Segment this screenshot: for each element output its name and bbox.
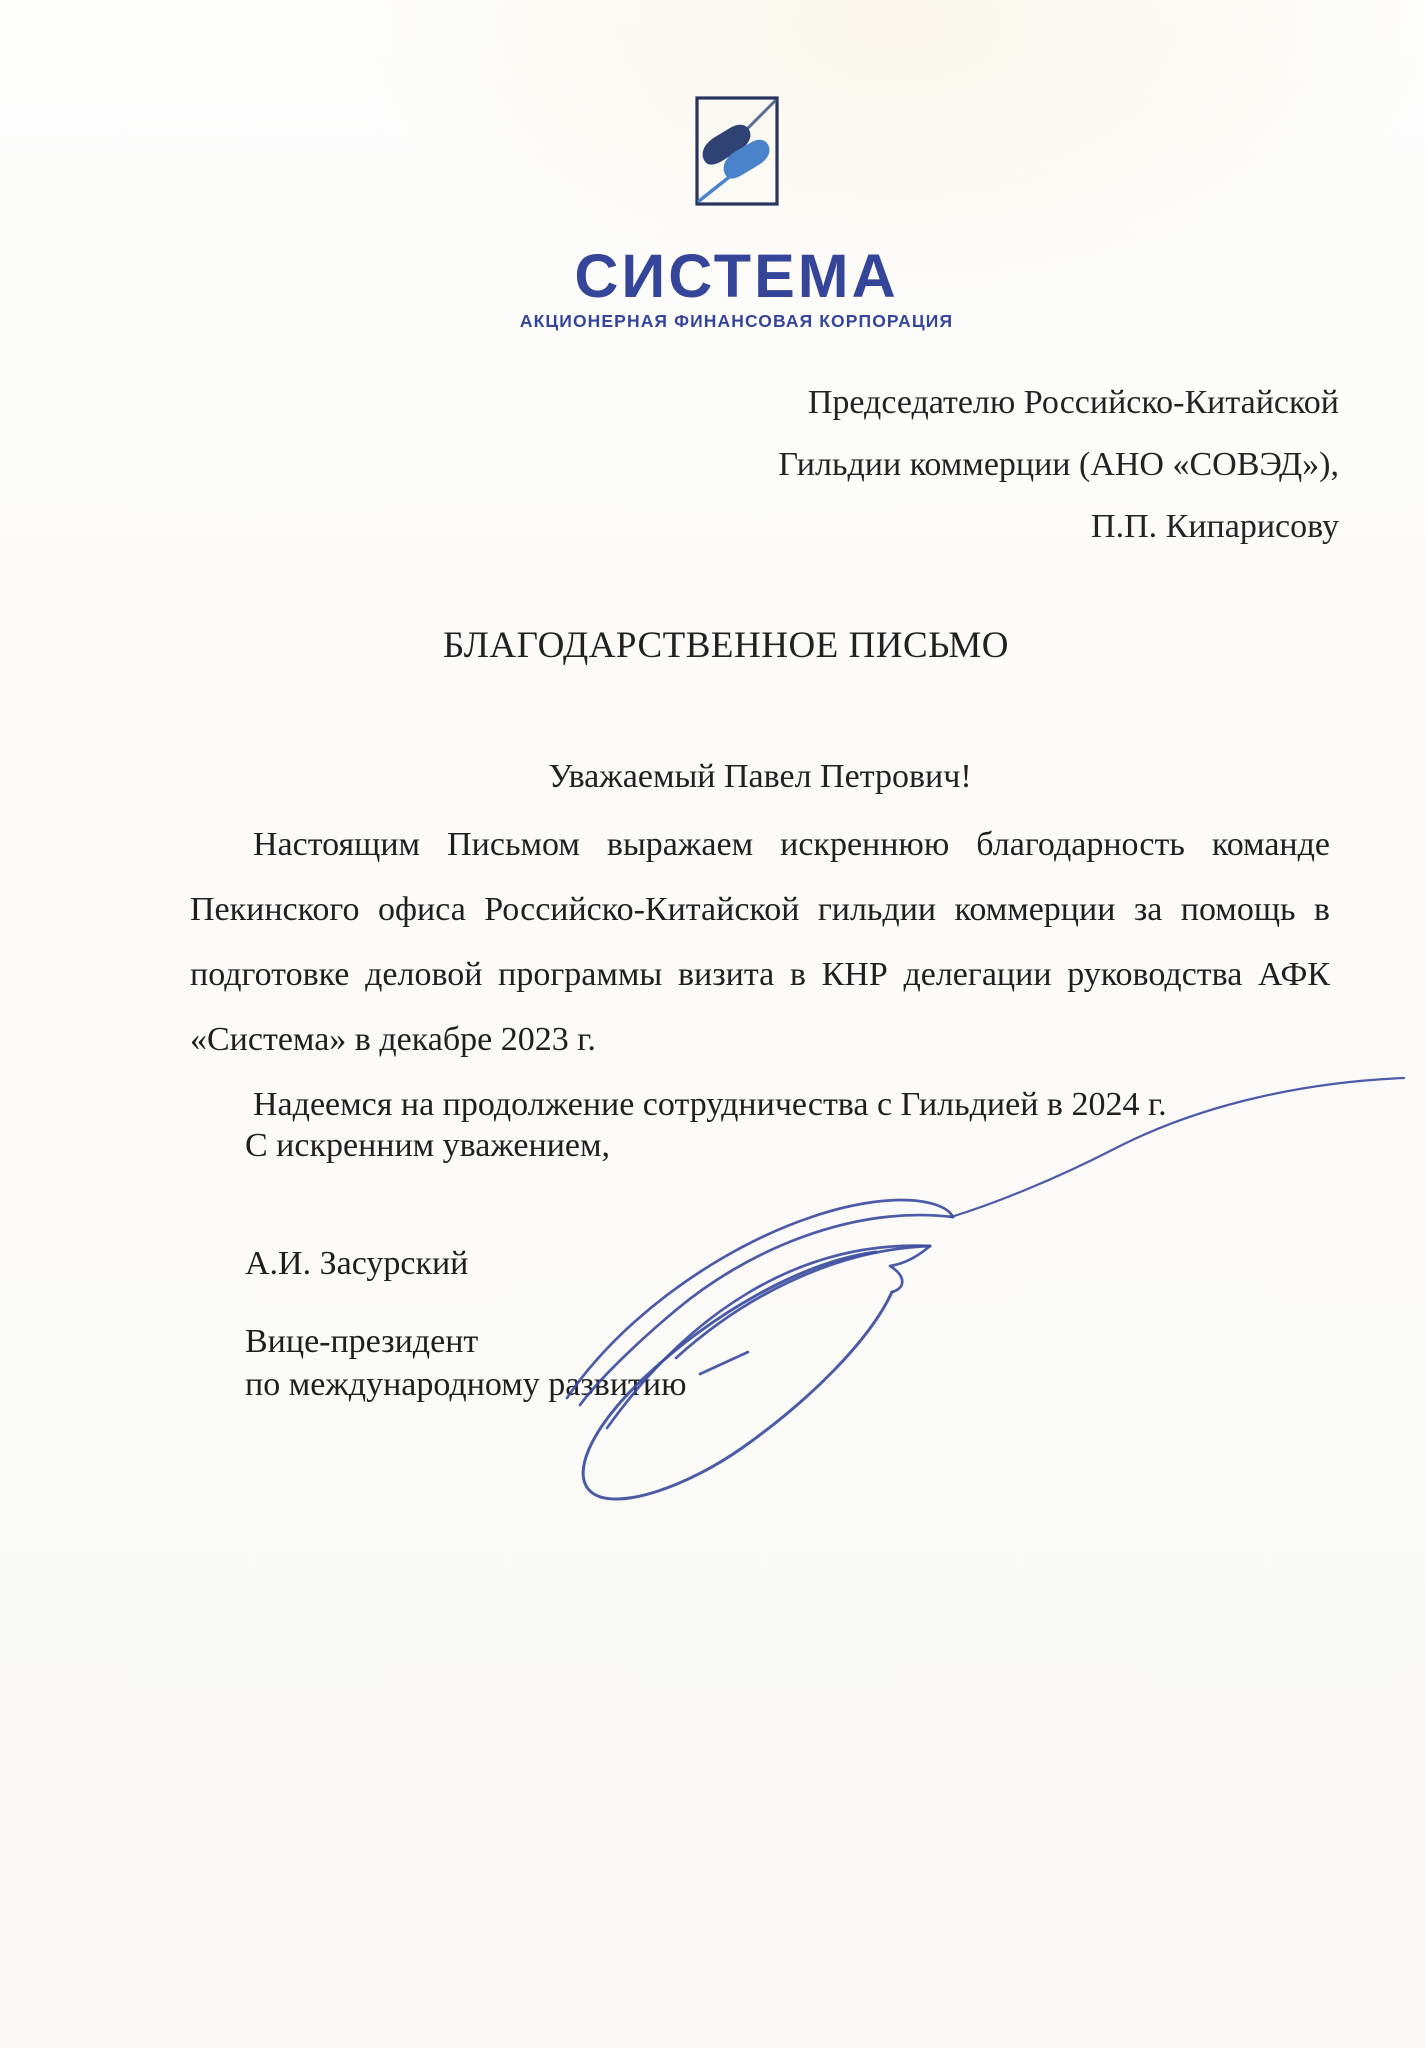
closing-salutation: С искренним уважением,: [245, 1127, 611, 1164]
letterhead: [24, 95, 1425, 331]
addressee-line: Гильдии коммерции (АНО «СОВЭД»),: [778, 446, 1339, 483]
signer-name: А.И. Засурский: [245, 1245, 469, 1282]
signer-title-line: по международному развитию: [245, 1366, 687, 1403]
body-line: Пекинского офиса Российско-Китайской гильдии коммерции за помощь в: [190, 891, 1330, 928]
body-line: подготовке деловой программы визита в КНР делегации руководства АФК: [190, 956, 1330, 993]
addressee-line: Председателю Российско-Китайской: [807, 384, 1339, 421]
letter-body: [190, 812, 1330, 1137]
brand-subtitle: АКЦИОНЕРНАЯ ФИНАНСОВАЯ КОРПОРАЦИЯ: [519, 311, 954, 331]
body-line: Настоящим Письмом выражаем искреннюю благодарность команде: [253, 826, 1330, 863]
body-line: «Система» в декабре 2023 г.: [190, 1021, 596, 1058]
greeting-line: Уважаемый Павел Петрович!: [548, 758, 972, 795]
brand-wordmark: СИСТЕМА: [574, 242, 899, 310]
addressee-block: [778, 372, 1339, 558]
body-line: Надеемся на продолжение сотрудничества с Гильдией в 2024 г.: [253, 1086, 1167, 1123]
company-logo-icon: [695, 95, 779, 207]
signer-title-line: Вице-президент: [245, 1323, 479, 1360]
signer-title: [245, 1320, 687, 1406]
addressee-line: П.П. Кипарисову: [1091, 508, 1339, 545]
letter-title: БЛАГОДАРСТВЕННОЕ ПИСЬМО: [442, 625, 1010, 666]
